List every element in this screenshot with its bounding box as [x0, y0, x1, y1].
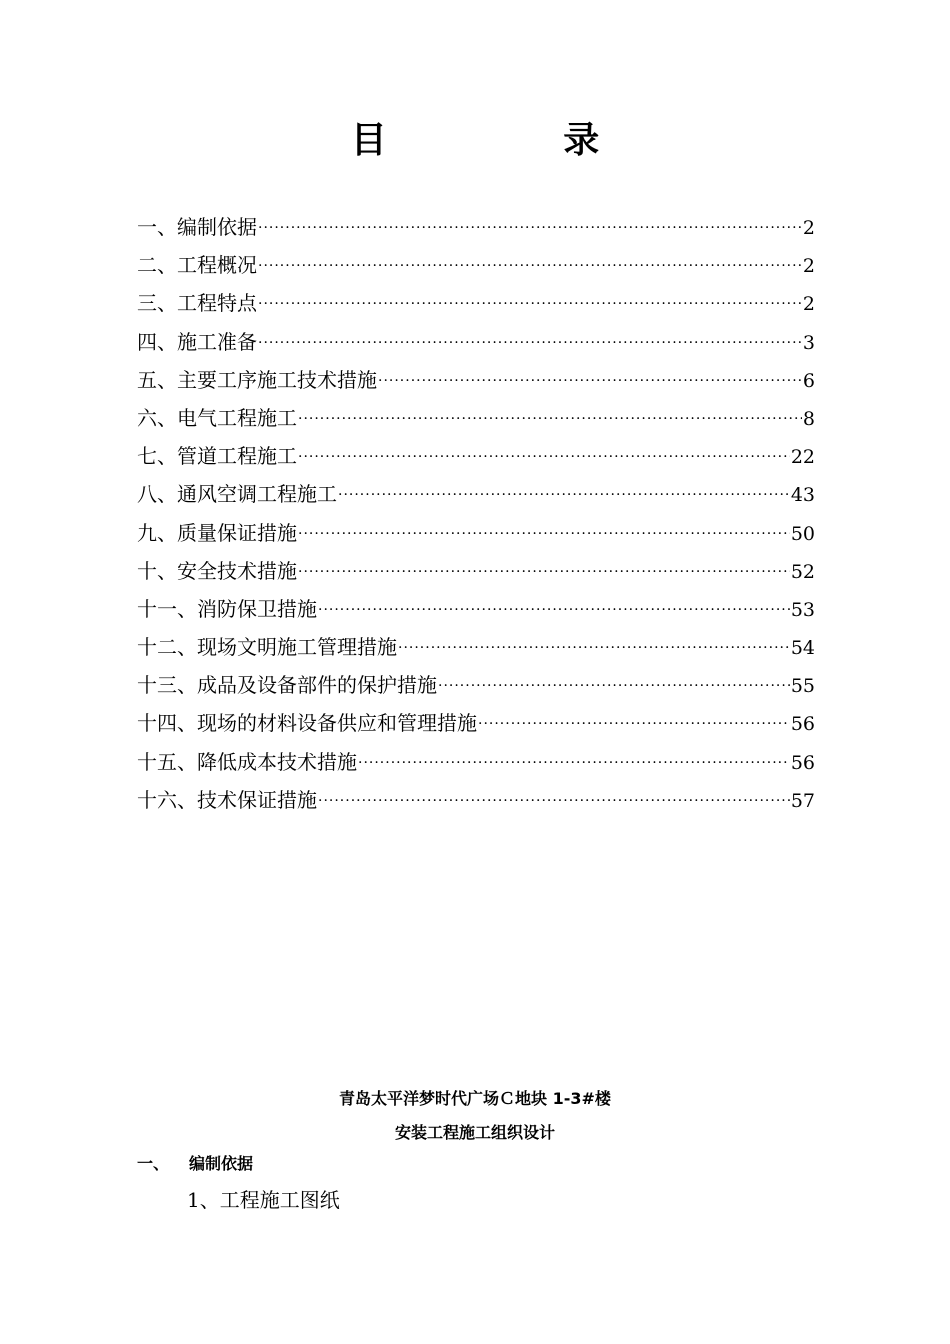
toc-entry-label: 六、电气工程施工 — [137, 405, 297, 430]
toc-dot-leader — [298, 515, 790, 553]
toc-entry-label: 五、主要工序施工技术措施 — [137, 367, 377, 392]
toc-entry-label: 十五、降低成本技术措施 — [137, 749, 357, 774]
toc-dot-leader — [398, 629, 790, 667]
toc-entry[interactable] — [137, 399, 815, 437]
toc-entry-label: 十四、现场的材料设备供应和管理措施 — [137, 711, 477, 736]
toc-entry-label: 十六、技术保证措施 — [137, 787, 317, 812]
toc-dot-leader — [478, 705, 790, 743]
section-number: 一、 — [137, 1154, 170, 1173]
toc-entry-label: 四、施工准备 — [137, 329, 257, 354]
toc-entry[interactable] — [137, 552, 815, 590]
toc-entry-page: 55 — [790, 675, 815, 698]
toc-dot-leader — [378, 362, 802, 400]
toc-dot-leader — [358, 744, 790, 782]
toc-entry-label: 十三、成品及设备部件的保护措施 — [137, 673, 437, 698]
toc-entry-page: 56 — [790, 751, 815, 774]
toc-dot-leader — [438, 667, 790, 705]
toc-dot-leader — [258, 285, 802, 323]
table-of-contents — [137, 208, 815, 819]
toc-entry[interactable] — [137, 437, 815, 475]
toc-entry-label: 十二、现场文明施工管理措施 — [137, 635, 397, 660]
toc-dot-leader — [298, 553, 790, 591]
toc-entry-label: 十一、消防保卫措施 — [137, 596, 317, 621]
toc-entry[interactable] — [137, 666, 815, 704]
toc-entry[interactable] — [137, 246, 815, 284]
toc-entry[interactable] — [137, 514, 815, 552]
toc-entry-page: 56 — [790, 713, 815, 736]
toc-dot-leader — [258, 247, 802, 285]
page-title: 目 录 — [350, 119, 682, 161]
toc-entry-page: 43 — [790, 484, 815, 507]
toc-entry-page: 52 — [790, 560, 815, 583]
toc-entry-label: 二、工程概况 — [137, 253, 257, 278]
toc-dot-leader — [258, 209, 802, 247]
document-title: 青岛太平洋梦时代广场Ｃ地块 1-3#楼 — [339, 1089, 611, 1108]
toc-entry-page: 50 — [790, 522, 815, 545]
toc-entry-page: 2 — [802, 255, 815, 278]
toc-entry-label: 九、质量保证措施 — [137, 520, 297, 545]
toc-entry-page: 6 — [802, 369, 815, 392]
toc-dot-leader — [318, 591, 790, 629]
document-subtitle: 安装工程施工组织设计 — [394, 1123, 555, 1142]
toc-entry-page: 8 — [802, 407, 815, 430]
toc-dot-leader — [258, 324, 802, 362]
toc-entry-page: 2 — [802, 293, 815, 316]
toc-entry-label: 三、工程特点 — [137, 291, 257, 316]
toc-entry-page: 3 — [802, 331, 815, 354]
toc-dot-leader — [298, 400, 802, 438]
toc-dot-leader — [338, 476, 790, 514]
toc-dot-leader — [298, 438, 790, 476]
toc-entry-page: 54 — [790, 637, 815, 660]
toc-entry[interactable] — [137, 781, 815, 819]
toc-entry[interactable] — [137, 361, 815, 399]
toc-entry[interactable] — [137, 284, 815, 322]
toc-entry[interactable] — [137, 743, 815, 781]
section-title: 编制依据 — [189, 1154, 254, 1173]
toc-entry[interactable] — [137, 323, 815, 361]
toc-entry-label: 七、管道工程施工 — [137, 444, 297, 469]
toc-entry[interactable] — [137, 628, 815, 666]
toc-entry-page: 57 — [790, 789, 815, 812]
toc-entry[interactable] — [137, 475, 815, 513]
section-heading — [137, 1152, 253, 1176]
toc-entry[interactable] — [137, 590, 815, 628]
toc-entry[interactable] — [137, 208, 815, 246]
toc-entry-page: 22 — [790, 446, 815, 469]
toc-entry[interactable] — [137, 704, 815, 742]
toc-dot-leader — [318, 782, 790, 820]
toc-entry-page: 53 — [790, 598, 815, 621]
section-sub-item: 1、工程施工图纸 — [187, 1188, 340, 1212]
toc-entry-label: 一、编制依据 — [137, 215, 257, 239]
toc-entry-page: 2 — [802, 217, 815, 239]
toc-entry-label: 八、通风空调工程施工 — [137, 482, 337, 507]
toc-entry-label: 十、安全技术措施 — [137, 558, 297, 583]
